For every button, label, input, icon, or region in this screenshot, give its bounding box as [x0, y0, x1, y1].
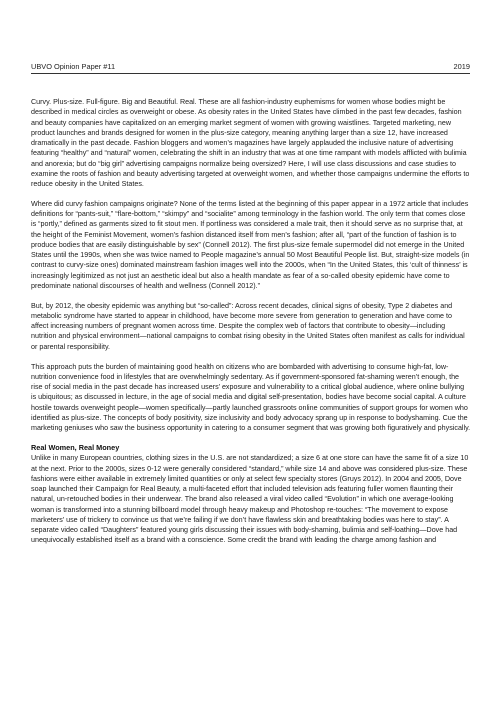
header-title: UBVO Opinion Paper #11	[31, 62, 116, 71]
paragraph-social-media: This approach puts the burden of maintaining good health on citizens who are bombarded with advertising to consume high-fat, low-nutrition convenience food in lifestyles that are overwhelmingly sedentary. As if government-sponsored fat-shaming weren’t enough, the rise of social media in the past decade has increased users’ exposure and vulnerability to a critical global audience, where online bullying is ubiquitous; as discussed in lecture, in the age of social media and digital self-presentation, bodies have become social capital. A culture hostile towards overweight people—women specifically—partly launched grassroots online communities of support groups for women who identified as plus-size. The concepts of body positivity, size inclusivity and body advocacy sprang up in response to bodyshaming. Cue the marketing geniuses who saw the business opportunity in catering to a consumer segment that was growing both figuratively and physically.	[31, 362, 471, 433]
header-year: 2019	[453, 62, 470, 71]
paragraph-intro: Curvy. Plus-size. Full-figure. Big and Beautiful. Real. These are all fashion-industry euphemisms for women whose bodies might be described in medical circles as overweight or obese. As obesity rates in the United States have climbed in the past few decades, fashion and beauty companies have capitalized on an emerging market segment of women with growing waistlines. Targeted marketing, new product launches and brands designed for women in the plus-size category, meaning anything larger than a size 12, have increased dramatically in the past decade. Fashion bloggers and women’s magazines have largely applauded the inclusive nature of advertising featuring “healthy” and “natural” women, celebrating the shift in an industry that was at one time rampant with models afflicted with bulimia and anorexia; but do “big girl” advertising campaigns normalize being oversized? Here, I will use class discussions and case studies to examine the roots of fashion and beauty advertising targeted at overweight women, and whether those campaigns undermine the efforts to reduce obesity in the United States.	[31, 98, 470, 188]
body-text	[31, 97, 471, 555]
section-heading: Real Women, Real Money	[31, 442, 120, 452]
paragraph-origins: Where did curvy fashion campaigns originate? None of the terms listed at the beginning of this paper appear in a 1972 article that includes definitions for “pants-suit,” “flare-bottom,” “skimpy” and “socialite” among terminology in the fashion world. The only term that comes close is “portly,” defined as garments sized to fit stout men. If portliness was considered a male trait, then it should serve as no surprise that, at the height of the Feminist Movement, women’s fashion distanced itself from men’s fashion; after all, “part of the function of fashion is to produce bodies that are easily distinguishable by sex” (Connell 2012). The first plus-size female supermodel did not emerge in the United States until the 1990s, when she was twice named to People magazine’s annual 50 Most Beautiful People list. But, straight-size models (in contrast to curvy-size ones) dominated mainstream fashion images well into the 2000s, when “In the United States, this ‘cult of thinness’ is increasingly legitimized as not just an aesthetic ideal but also a health mandate as fear of a so-called obesity epidemic have come to predominate national discourses of health and wellness (Connell 2012).”	[31, 199, 470, 290]
paragraph-obesity-epidemic: But, by 2012, the obesity epidemic was anything but “so-called”: Across recent decades, clinical signs of obesity, Type 2 diabetes and metabolic syndrome have started to appear in childhood, have become more severe from generation to generation and have come to affect increasing numbers of pregnant women across time. Despite the complex web of factors that contribute to obesity—including nutrition and physical environment—national campaigns to combat rising obesity in the United States often manifest as calls for individual or parental responsibility.	[31, 301, 465, 351]
running-header	[31, 62, 470, 74]
paragraph-real-women: Unlike in many European countries, clothing sizes in the U.S. are not standardized; a size 6 at one store can have the same fit of a size 10 at the next. Prior to the 2000s, sizes 0-12 were generally considered “standard,” while size 14 and above was considered plus-size. These fashions were either available in extremely limited quantities or only at select few specialty stores (Gruys 2012). In 2004 and 2005, Dove soap launched their Campaign for Real Beauty, a multi-faceted effort that included television ads featuring fuller women flaunting their natural, un-retouched bodies in their underwear. The brand also released a viral video called “Evolution” in which one average-looking woman is transformed into a stunning billboard model through heavy makeup and Photoshop re-touches: “The movement to expose marketers’ use of trickery to convince us that we’re failing if we don’t have flawless skin and breathtaking bodies was here to stay”. A separate video called “Daughters” featured young girls discussing their issues with body-shaming, bulimia and self-loathing—Dove had unequivocally established itself as a brand with a conscience. Some credit the brand with leading the charge among fashion and	[31, 454, 469, 545]
